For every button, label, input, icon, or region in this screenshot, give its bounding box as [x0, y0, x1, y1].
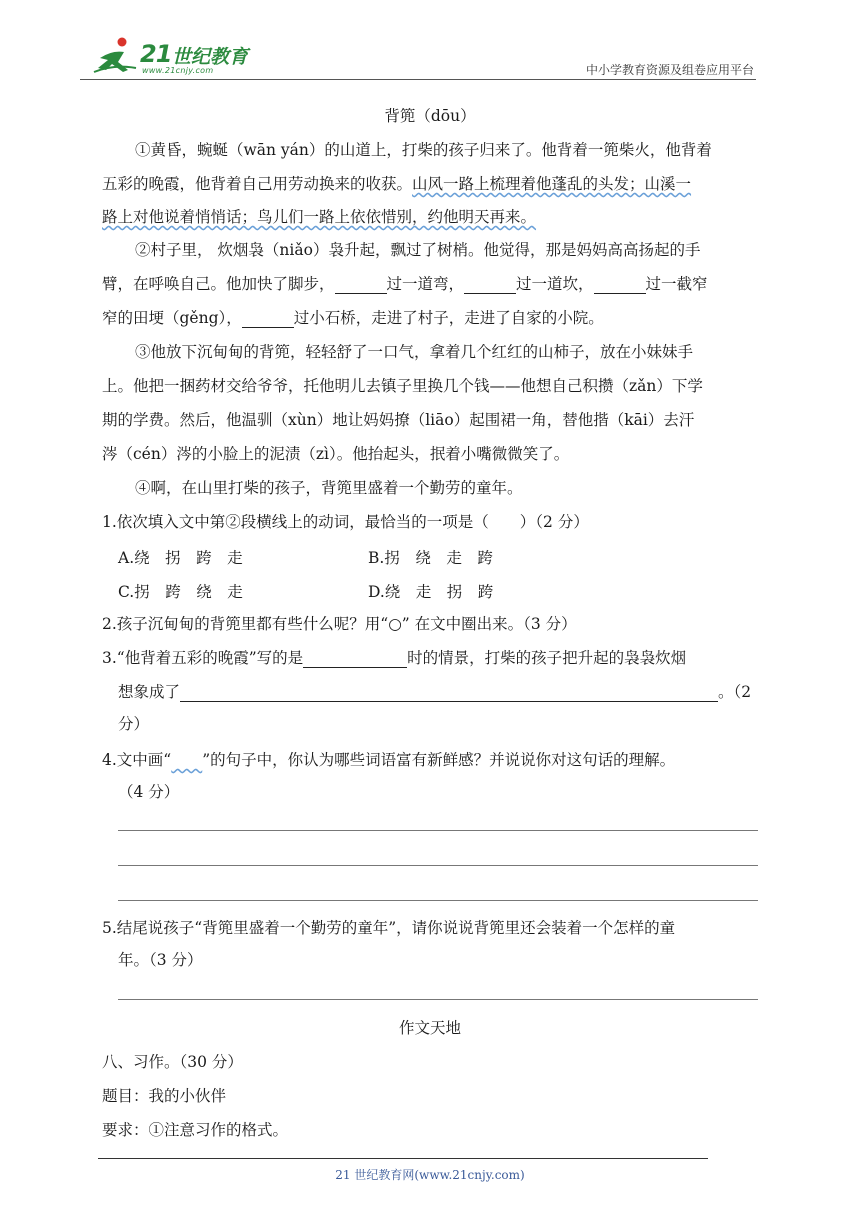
runner-icon — [92, 36, 138, 76]
para2-line2 — [102, 274, 708, 294]
q4-answer-line-2[interactable] — [118, 865, 758, 866]
article-title: 背篼（dōu） — [384, 107, 476, 125]
logo-text: 世纪教育 — [172, 46, 249, 68]
q1-option-a[interactable]: A.绕 拐 跨 走 — [118, 549, 243, 567]
para2-line2-text-b: 过一道弯， — [386, 275, 465, 293]
q5-answer-line[interactable] — [118, 999, 758, 1000]
question-4-line1 — [102, 750, 675, 770]
q3-text-a: 3.“他背着五彩的晚霞”写的是 — [102, 649, 304, 667]
para1-line3 — [102, 207, 536, 227]
q1-option-b[interactable]: B.拐 绕 走 跨 — [368, 549, 493, 567]
q3-text-d: 。（2 — [718, 683, 752, 701]
question-4-line2: （4 分） — [118, 783, 180, 801]
fill-blank-4[interactable] — [242, 311, 294, 328]
question-3-line3: 分） — [118, 715, 150, 733]
para3-line4: 涔（cén）涔的小脸上的泥渍（zì）。他抬起头，抿着小嘴微微笑了。 — [102, 445, 570, 463]
question-3-line2 — [118, 682, 751, 702]
para1-line1: ①黄昏，蜿蜒（wān yán）的山道上，打柴的孩子归来了。他背着一篼柴火，他背着 — [135, 141, 712, 159]
question-3-line1 — [102, 648, 686, 668]
q1-option-c[interactable]: C.拐 跨 绕 走 — [118, 583, 243, 601]
q3-text-b: 时的情景，打柴的孩子把升起的袅袅炊烟 — [407, 649, 687, 667]
composition-heading: 作文天地 — [398, 1019, 461, 1037]
para1-line3-marked: 路上对他说着悄悄话；鸟儿们一路上依依惜别，约他明天再来。 — [102, 208, 537, 226]
logo-url: www.21cnjy.com — [142, 66, 214, 75]
q4-text-a: 4.文中画“ — [102, 751, 172, 769]
para2-line3-text-a: 窄的田埂（gěng）， — [102, 309, 242, 327]
q3-text-c: 想象成了 — [118, 683, 181, 701]
q1-option-d[interactable]: D.绕 走 拐 跨 — [368, 583, 494, 601]
q4-wavy-sample — [171, 751, 202, 769]
fill-blank-1[interactable] — [335, 277, 387, 294]
footer-text: 21 世纪教育网(www.21cnjy.com) — [335, 1168, 525, 1182]
site-logo — [92, 34, 262, 78]
header-divider — [80, 79, 756, 80]
composition-task: 八、习作。（30 分） — [102, 1053, 243, 1071]
para2-line2-text-a: 臂，在呼唤自己。他加快了脚步， — [102, 275, 335, 293]
para1-line2 — [102, 174, 691, 194]
composition-topic: 题目：我的小伙伴 — [102, 1087, 227, 1105]
fill-blank-3[interactable] — [594, 277, 646, 294]
question-5-line2: 年。（3 分） — [118, 951, 203, 969]
para2-line2-text-d: 过一截窄 — [645, 275, 708, 293]
logo-number: 21 — [140, 40, 172, 68]
composition-requirement: 要求：①注意习作的格式。 — [102, 1121, 289, 1139]
para2-line1: ②村子里， 炊烟袅（niǎo）袅升起，飘过了树梢。他觉得，那是妈妈高高扬起的手 — [135, 241, 701, 259]
footer-divider — [98, 1158, 708, 1159]
q4-text-c: ”的句子中，你认为哪些词语富有新鲜感？并说说你对这句话的理解。 — [202, 751, 676, 769]
q3-answer-blank-1[interactable] — [303, 651, 407, 668]
q4-answer-line-1[interactable] — [118, 830, 758, 831]
question-2: 2.孩子沉甸甸的背篼里都有些什么呢？用“○” 在文中圈出来。（3 分） — [102, 615, 577, 633]
page-header — [92, 34, 760, 82]
para4: ④啊，在山里打柴的孩子，背篼里盛着一个勤劳的童年。 — [135, 479, 523, 497]
para2-line3-text-b: 过小石桥，走进了村子，走进了自家的小院。 — [293, 309, 604, 327]
para1-line2-plain: 五彩的晚霞，他背着自己用劳动换来的收获。 — [102, 175, 413, 193]
para3-line3: 期的学费。然后，他温驯（xùn）地让妈妈撩（liāo）起围裙一角，替他揩（kāi）去汗 — [102, 411, 695, 429]
para2-line3 — [102, 308, 604, 328]
q4-answer-line-3[interactable] — [118, 900, 758, 901]
para3-line1: ③他放下沉甸甸的背篼，轻轻舒了一口气，拿着几个红红的山柿子，放在小妹妹手 — [135, 343, 694, 361]
platform-name: 中小学教育资源及组卷应用平台 — [585, 63, 754, 77]
fill-blank-2[interactable] — [464, 277, 516, 294]
para3-line2: 上。他把一捆药材交给爷爷，托他明儿去镇子里换几个钱——他想自己积攒（zǎn）下学 — [102, 377, 703, 395]
question-5-line1: 5.结尾说孩子“背篼里盛着一个勤劳的童年”，请你说说背篼里还会装着一个怎样的童 — [102, 919, 676, 937]
question-1: 1.依次填入文中第②段横线上的动词，最恰当的一项是（ ）（2 分） — [102, 513, 589, 531]
q3-answer-blank-2[interactable] — [180, 685, 718, 702]
para1-line2-marked: 山风一路上梳理着他蓬乱的头发；山溪一 — [412, 175, 692, 193]
para2-line2-text-c: 过一道坎， — [516, 275, 594, 293]
